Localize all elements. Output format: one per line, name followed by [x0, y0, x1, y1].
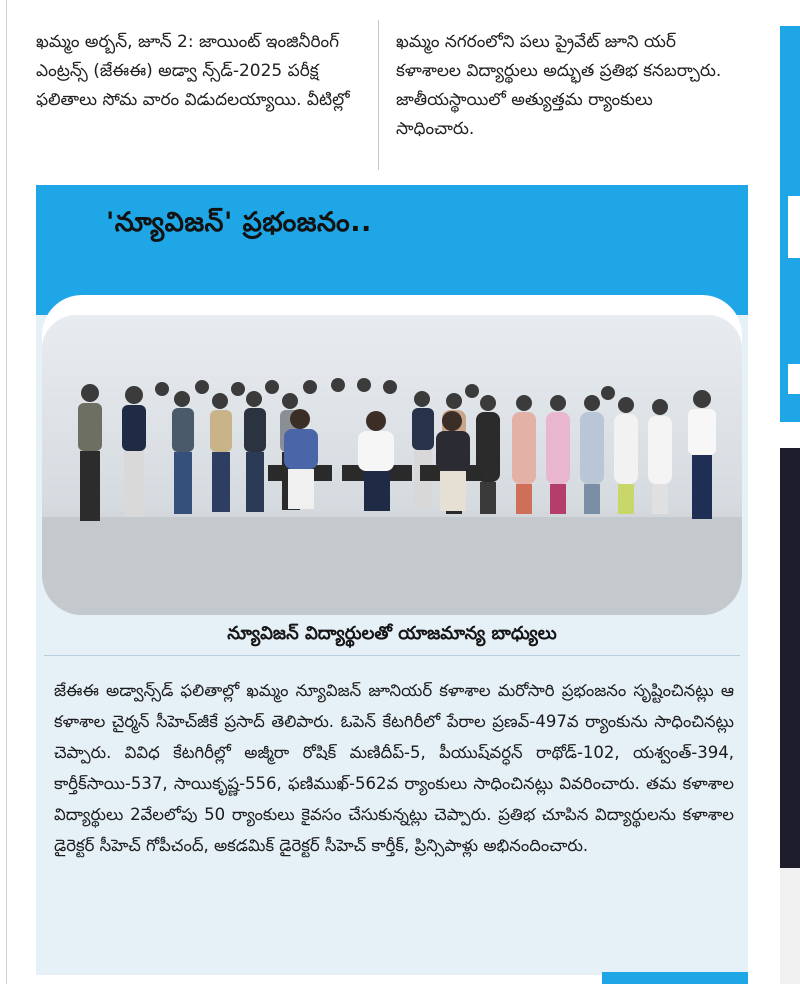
photo-caption: న్యూవిజన్ విద్యార్థులతో యాజమాన్య బాధ్యులు: [227, 623, 557, 644]
group-photo: [42, 315, 742, 615]
caption-divider: [44, 655, 740, 656]
column-divider: [378, 20, 379, 170]
adjacent-ad-strip-top: [780, 26, 800, 422]
page-edge-rule: [6, 0, 7, 984]
article-headline: 'న్యూవిజన్' ప్రభంజనం..: [106, 207, 372, 238]
article-panel: [36, 185, 748, 975]
adjacent-strip-bottom: [780, 868, 800, 984]
intro-column-left: ఖమ్మం అర్బన్, జూన్ 2: జాయింట్ ఇంజినీరింగ్ ఎంట్రన్స్ (జేఈఈ) అడ్వా న్స్‌డ్-2025 పరీక్ష ఫలితాలు సోమ వారం విడుదలయ్యాయి. వీటిల్లో: [36, 32, 350, 110]
standing-row: [78, 378, 716, 521]
seated-row: [268, 409, 484, 511]
group-photo-illustration: [42, 315, 742, 615]
intro-column-right: ఖమ్మం నగరంలోని పలు ప్రైవేట్ జూని యర్ కళాశాలల విద్యార్థులు అద్భుత ప్రతిభ కనబర్చారు. జాతీయస్థాయిలో అత్యుత్తమ ర్యాంకులు సాధించారు.: [396, 32, 722, 139]
group-photo-frame: [42, 295, 742, 615]
article-body: జేఈఈ అడ్వాన్స్‌డ్ ఫలితాల్లో ఖమ్మం న్యూవిజన్ జూనియర్ కళాశాల మరోసారి ప్రభంజనం సృష్టించినట్లు ఆ కళాశాల చైర్మన్ సీహెచ్‌జీకే ప్రసాద్ తెలిపారు. ఓపెన్ కేటగిరీలో పేరాల ప్రణవ్-497వ ర్యాంకును సాధించినట్లు చెప్పారు. వివిధ కేటగిరీల్లో అజ్మీరా రోషిక్ మణిదీప్-5, పీయుష్‌వర్ధన్ రాథోడ్-102, యశ్వంత్-394, కార్తీక్‌సాయి-537, సాయికృష్ణ-556, ఫణిముఖ్-562వ ర్యాంకులు సాధించినట్లు వివరించారు. తమ కళాశాల విద్యార్థులు 2వేలలోపు 50 ర్యాంకులు కైవసం చేసుకున్నట్లు చెప్పారు. ప్రతిభ చూపిన విద్యార్థులను కళాశాల డైరెక్టర్ సీహెచ్ గోపీచంద్, అకడమిక్ డైరెక్టర్ సీహెచ్ కార్తీక్, ప్రిన్సిపాళ్లు అభినందించారు.: [54, 681, 734, 855]
adjacent-photo-strip: [780, 448, 800, 868]
bottom-accent-tab: [602, 972, 748, 984]
